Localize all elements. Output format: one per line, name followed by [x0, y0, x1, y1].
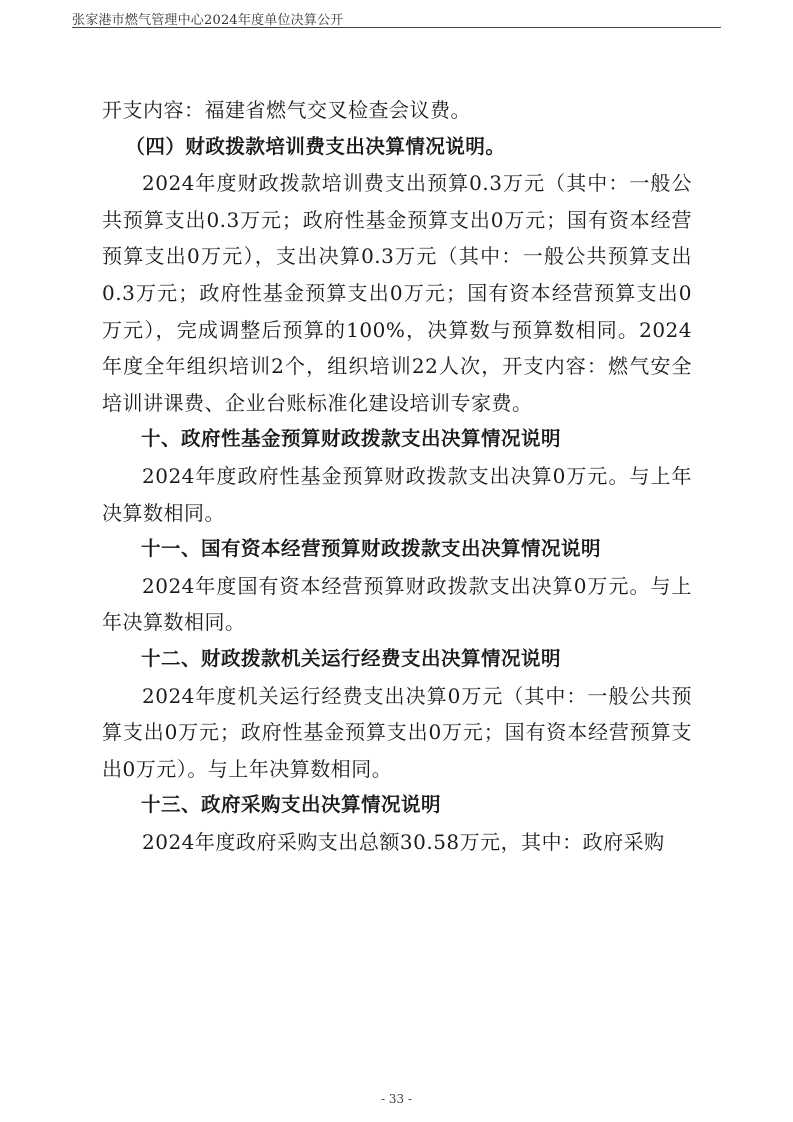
section-heading-operating-expenses: 十二、财政拨款机关运行经费支出决算情况说明	[141, 646, 562, 670]
paragraph-training-fees: 2024年度财政拨款培训费支出预算0.3万元（其中：一般公共预算支出0.3万元；政府性基金预算支出0万元；国有资本经营预算支出0万元），支出决算0.3万元（其中：一般公共预算支出0.3万元；政府性基金预算支出0万元；国有资本经营预算支出0万元），完成调整后预算的100%，决算数与预算数相同。2024年度全年组织培训2个，组织培训22人次，开支内容：燃气安全培训讲课费、企业台账标准化建设培训专家费。	[102, 171, 692, 415]
section-heading-state-capital: 十一、国有资本经营预算财政拨款支出决算情况说明	[141, 537, 602, 561]
section-heading-training-fees: （四）财政拨款培训费支出决算情况说明。	[125, 134, 506, 158]
document-body	[102, 92, 692, 860]
paragraph-government-fund: 2024年度政府性基金预算财政拨款支出决算0万元。与上年决算数相同。	[102, 463, 692, 525]
paragraph-procurement: 2024年度政府采购支出总额30.58万元，其中：政府采购	[142, 829, 665, 854]
running-header: 张家港市燃气管理中心2024年度单位决算公开	[72, 13, 344, 28]
header-divider	[72, 27, 721, 28]
section-heading-government-fund: 十、政府性基金预算财政拨款支出决算情况说明	[141, 427, 562, 451]
page-number: - 33 -	[380, 1092, 412, 1106]
paragraph-operating-expenses: 2024年度机关运行经费支出决算0万元（其中：一般公共预算支出0万元；政府性基金预算支出0万元；国有资本经营预算支出0万元）。与上年决算数相同。	[102, 683, 692, 781]
paragraph-state-capital: 2024年度国有资本经营预算财政拨款支出决算0万元。与上年决算数相同。	[102, 573, 692, 635]
section-heading-procurement: 十三、政府采购支出决算情况说明	[141, 793, 442, 817]
paragraph-training-content-continued: 开支内容：福建省燃气交叉检查会议费。	[102, 98, 471, 122]
